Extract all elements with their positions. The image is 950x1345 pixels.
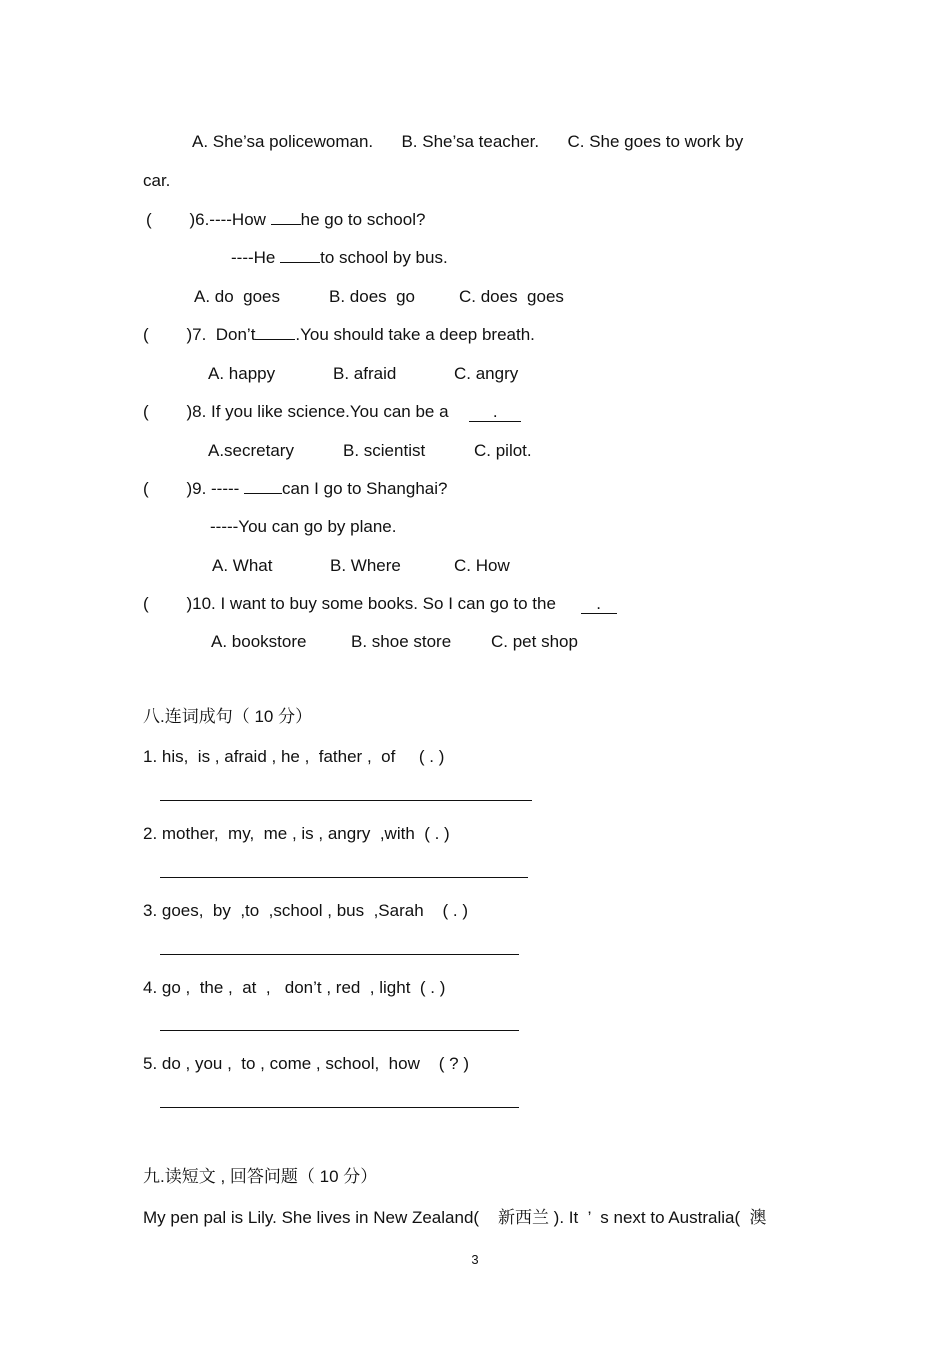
sentence-item: 2. mother, my, me , is , angry ,with ( . )	[143, 824, 450, 843]
answer-paren[interactable]: ( )	[143, 325, 193, 344]
q10-blank[interactable]: .	[581, 595, 617, 614]
q8-option-c[interactable]: C. pilot.	[474, 441, 532, 460]
q9-option-a[interactable]: A. What	[212, 556, 273, 575]
q9-option-c[interactable]: C. How	[454, 556, 510, 575]
q9-suffix: can I go to Shanghai?	[282, 479, 448, 498]
answer-line[interactable]	[160, 1030, 519, 1031]
q6-line2-blank[interactable]	[280, 262, 320, 263]
sentence-item: 1. his, is , afraid , he , father , of ( . )	[143, 747, 445, 766]
q6-answer-line	[231, 248, 448, 268]
answer-line[interactable]	[160, 1107, 519, 1108]
q6-option-a[interactable]: A. do goes	[194, 287, 281, 306]
q6-prefix: 6.----How	[195, 210, 271, 229]
q6-blank[interactable]	[271, 224, 301, 225]
q10-option-c[interactable]: C. pet shop	[491, 632, 578, 651]
answer-line[interactable]	[160, 954, 519, 955]
answer-paren[interactable]: ( )	[143, 594, 193, 613]
sentence-item: 5. do , you , to , come , school, how ( ? )	[143, 1054, 469, 1073]
q6-suffix: he go to school?	[300, 210, 426, 229]
q10-prefix: 10. I want to buy some books. So I can go to the	[192, 594, 561, 613]
reading-passage: My pen pal is Lily. She lives in New Zealand( 新西兰 ). It ’ s next to Australia( 澳	[143, 1208, 767, 1227]
q9-question	[143, 479, 447, 499]
q9-answer-line: -----You can go by plane.	[210, 517, 397, 536]
answer-line[interactable]	[160, 877, 528, 878]
q6-line2-suffix: to school by bus.	[320, 248, 448, 267]
q6-question	[146, 210, 425, 230]
q9-option-b[interactable]: B. Where	[330, 556, 401, 575]
page-number: 3	[471, 1252, 479, 1267]
q9-prefix: 9. -----	[192, 479, 245, 498]
q6-line2-prefix: ----He	[231, 248, 281, 267]
answer-line[interactable]	[160, 800, 532, 801]
q6-option-b[interactable]: B. does go	[329, 287, 416, 306]
sentence-item: 3. goes, by ,to ,school , bus ,Sarah ( . )	[143, 901, 469, 920]
q5-options: A. She’sa policewoman. B. She’sa teacher. C. She goes to work by	[192, 132, 744, 151]
answer-paren[interactable]: ( )	[143, 402, 193, 421]
sentence-item: 4. go , the , at , don’t , red , light ( . )	[143, 978, 446, 997]
q8-option-b[interactable]: B. scientist	[343, 441, 426, 460]
q10-option-b[interactable]: B. shoe store	[351, 632, 452, 651]
q8-prefix: 8. If you like science.You can be a	[192, 402, 454, 421]
q6-option-c[interactable]: C. does goes	[459, 287, 564, 306]
q7-prefix: 7. Don’t	[192, 325, 256, 344]
q7-option-a[interactable]: A. happy	[208, 364, 276, 383]
q7-suffix: .You should take a deep breath.	[295, 325, 535, 344]
answer-paren[interactable]: ( )	[146, 210, 196, 229]
q8-blank[interactable]: .	[469, 403, 521, 422]
q10-option-a[interactable]: A. bookstore	[211, 632, 307, 651]
q7-question	[143, 325, 535, 345]
section9-heading: 九.读短文 , 回答问题（ 10 分）	[143, 1167, 378, 1186]
q7-option-b[interactable]: B. afraid	[333, 364, 397, 383]
q8-question	[143, 402, 521, 422]
q5-options-continuation: car.	[143, 171, 171, 190]
section8-heading: 八.连词成句（ 10 分）	[143, 707, 313, 726]
q7-option-c[interactable]: C. angry	[454, 364, 519, 383]
answer-paren[interactable]: ( )	[143, 479, 193, 498]
q7-blank[interactable]	[255, 339, 295, 340]
q9-blank[interactable]	[244, 493, 282, 494]
q8-option-a[interactable]: A.secretary	[208, 441, 294, 460]
q10-question	[143, 594, 617, 614]
